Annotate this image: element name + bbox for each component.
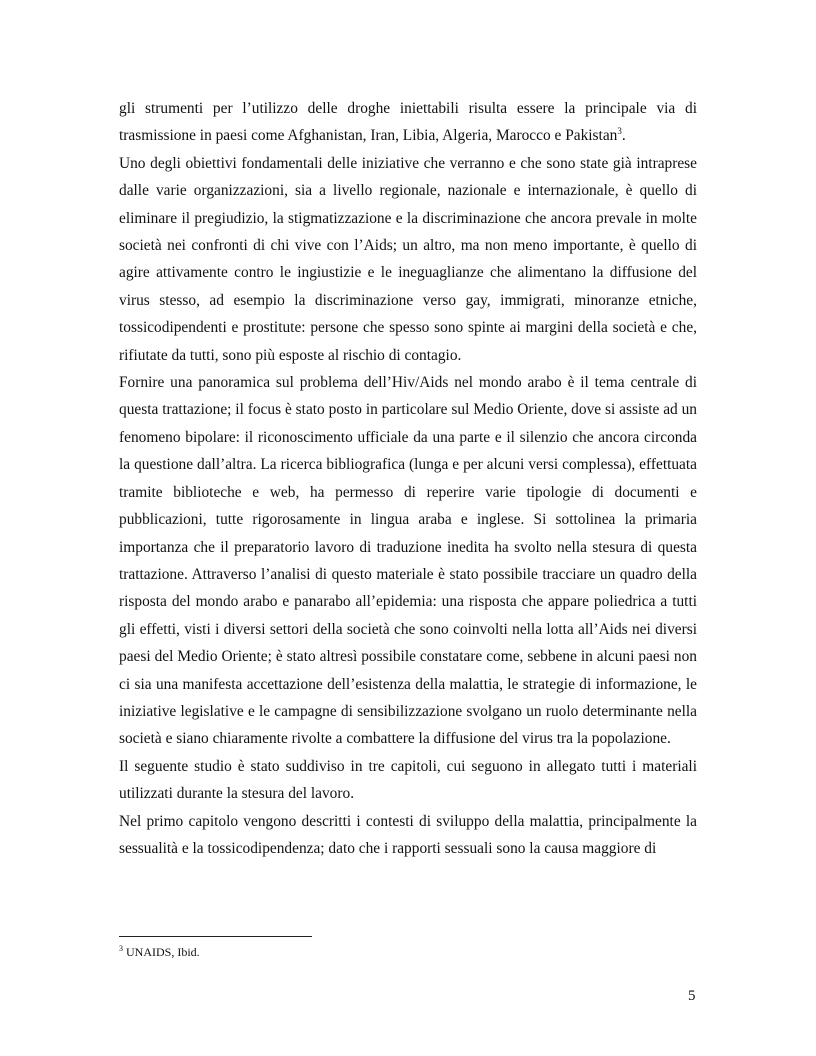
footnote-text: UNAIDS, Ibid.: [123, 945, 200, 959]
body-text: [119, 95, 697, 862]
paragraph-1-end: .: [621, 127, 626, 145]
footnote-reference: 3: [617, 126, 622, 137]
paragraph-2: Uno degli obiettivi fondamentali delle iniziative che verranno e che sono state già intraprese dalle varie organizzazioni, sia a livello regionale, nazionale e internazionale, è quello di eliminare il pregiudizio, la stigmatizzazione e la discriminazione che ancora prevale in molte società nei confronti di chi vive con l’Aids; un altro, ma non meno importante, è quello di agire attivamente contro le ingiustizie e le ineguaglianze che alimentano la diffusione del virus stesso, ad esempio la discriminazione verso gay, immigrati, minoranze etniche, tossicodipendenti e prostitute: persone che spesso sono spinte ai margini della società e che, rifiutate da tutti, sono più esposte al rischio di contagio.: [119, 154, 697, 364]
paragraph-5: Nel primo capitolo vengono descritti i contesti di sviluppo della malattia, principalmente la sessualità e la tossicodipendenza; dato che i rapporti sessuali sono la causa maggiore di: [119, 812, 697, 857]
footnote-number: 3: [119, 944, 123, 953]
page-number: 5: [688, 988, 696, 1004]
paragraph-3: Fornire una panoramica sul problema dell’Hiv/Aids nel mondo arabo è il tema centrale di questa trattazione; il focus è stato posto in particolare sul Medio Oriente, dove si assiste ad un fenomeno bipolare: il riconoscimento ufficiale da una parte e il silenzio che ancora circonda la questione dall’altra. La ricerca bibliografica (lunga e per alcuni versi complessa), effettuata tramite biblioteche e web, ha permesso di reperire varie tipologie di documenti e pubblicazioni, tutte rigorosamente in lingua araba e inglese. Si sottolinea la primaria importanza che il preparatorio lavoro di traduzione inedita ha svolto nella stesura di questa trattazione. Attraverso l’analisi di questo materiale è stato possibile tracciare un quadro della risposta del mondo arabo e panarabo all’epidemia: una risposta che appare poliedrica a tutti gli effetti, visti i diversi settori della società che sono coinvolti nella lotta all’Aids nei diversi paesi del Medio Oriente; è stato altresì possibile constatare come, sebbene in alcuni paesi non ci sia una manifesta accettazione dell’esistenza della malattia, le strategie di informazione, le iniziative legislative e le campagne di sensibilizzazione svolgano un ruolo determinante nella società e siano chiaramente rivolte a combattere la diffusione del virus tra la popolazione.: [119, 374, 697, 748]
paragraph-1: [119, 95, 697, 150]
paragraph-4: Il seguente studio è stato suddiviso in tre capitoli, cui seguono in allegato tutti i materiali utilizzati durante la stesura del lavoro.: [119, 757, 697, 803]
footnote: [119, 944, 200, 960]
paragraph-1-text: gli strumenti per l’utilizzo delle droghe iniettabili risulta essere la principale via di trasmissione in paesi come Afghanistan, Iran, Libia, Algeria, Marocco e Pakistan: [119, 100, 697, 145]
footnote-separator: [119, 936, 312, 937]
